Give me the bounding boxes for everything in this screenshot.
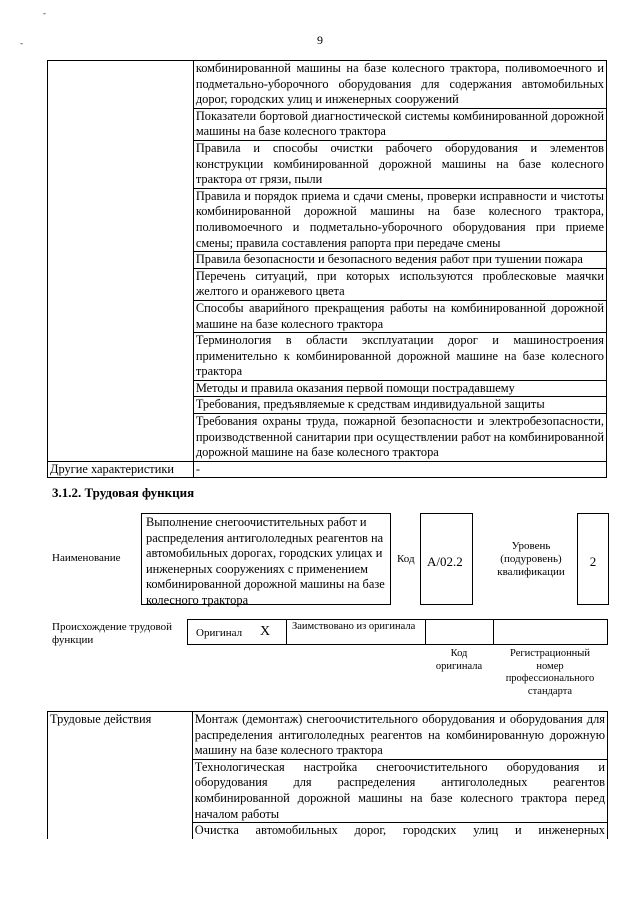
function-name-box xyxy=(141,513,391,605)
table-row xyxy=(48,712,608,760)
knowledge-item: Перечень ситуаций, при которых используются проблесковые маячки желтого и оранжевого цвета xyxy=(193,268,606,300)
table-row xyxy=(48,188,607,251)
action-item: Монтаж (демонтаж) снегоочистительного оборудования и оборудования для распределения антигололедных реагентов на комбинированную дорожную машину на базе колесного трактора xyxy=(192,712,607,760)
empty-cell xyxy=(48,823,193,839)
other-characteristics-label: Другие характеристики xyxy=(48,461,194,478)
knowledge-item: комбинированной машины на базе колесного трактора, поливомоечного и подметально-уборочного оборудования для содержания автомобильных дорог, городских улиц и инженерных сооружений xyxy=(193,61,606,109)
action-item: Очистка автомобильных дорог, городских улиц и инженерных xyxy=(192,823,607,839)
row-label xyxy=(48,333,194,381)
knowledge-item: Терминология в области эксплуатации дорог и машиностроения применительно к комбинированной дорожной машине на базе колесного трактора xyxy=(193,333,606,381)
level-box xyxy=(577,513,609,605)
table-row xyxy=(48,108,607,140)
code-box xyxy=(420,513,473,605)
empty-cell xyxy=(48,759,193,822)
knowledge-item: Показатели бортовой диагностической системы комбинированной дорожной машины на базе колесного трактора xyxy=(193,108,606,140)
knowledge-item: Способы аварийного прекращения работы на комбинированной дорожной машине на базе колесного трактора xyxy=(193,300,606,332)
row-label xyxy=(48,108,194,140)
row-label xyxy=(48,252,194,269)
row-label xyxy=(48,397,194,414)
knowledge-item: Методы и правила оказания первой помощи пострадавшему xyxy=(193,380,606,397)
row-label xyxy=(48,140,194,188)
actions-label: Трудовые действия xyxy=(48,712,193,760)
reg-caption: Регистрационный номер профессионального стандарта xyxy=(505,648,595,697)
section-title: 3.1.2. Трудовая функция xyxy=(52,485,195,500)
table-row xyxy=(48,268,607,300)
row-label xyxy=(48,268,194,300)
table-row xyxy=(48,61,607,109)
table-row xyxy=(48,461,607,478)
page-number: 9 xyxy=(317,33,323,47)
knowledge-item: Требования, предъявляемые к средствам индивидуальной защиты xyxy=(193,397,606,414)
other-characteristics-value: - xyxy=(193,461,606,478)
knowledge-table xyxy=(47,60,607,478)
knowledge-item: Правила и способы очистки рабочего оборудования и элементов конструкции комбинированной дорожной машины на базе колесного трактора от грязи, пыли xyxy=(193,140,606,188)
code-value: А/02.2 xyxy=(427,554,463,569)
table-row xyxy=(48,759,608,822)
knowledge-item: Правила и порядок приема и сдачи смены, проверки исправности и чистоты комбинированной дорожной машины на базе колесного трактора, поливомоечного и подметально-уборочного оборудования при приеме смены; правила составления рапорта при передаче смены xyxy=(193,188,606,251)
origin-row xyxy=(187,619,608,645)
level-value: 2 xyxy=(589,554,597,569)
level-label: Уровень (подуровень) квалификации xyxy=(497,540,565,578)
row-label xyxy=(48,380,194,397)
table-row xyxy=(48,380,607,397)
scan-mark: - xyxy=(43,8,46,18)
knowledge-item: Правила безопасности и безопасного ведения работ при тушении пожара xyxy=(193,252,606,269)
name-label: Наименование xyxy=(52,552,121,564)
origin-label: Происхождение трудовой функции xyxy=(52,621,173,646)
code-label: Код xyxy=(397,553,415,565)
table-row xyxy=(48,300,607,332)
row-label xyxy=(48,414,194,462)
borrowed-label: Заимствовано из оригинала xyxy=(292,621,416,632)
row-label xyxy=(48,300,194,332)
table-row xyxy=(48,333,607,381)
scan-mark: - xyxy=(20,38,23,48)
table-row xyxy=(48,397,607,414)
table-row xyxy=(48,823,608,839)
table-row xyxy=(48,252,607,269)
knowledge-item: Требования охраны труда, пожарной безопасности и электробезопасности, производственной санитарии при осуществлении работ на комбинированной дорожной машине на базе колесного трактора xyxy=(193,414,606,462)
actions-table xyxy=(47,711,608,839)
row-label xyxy=(48,61,194,109)
function-name-value: Выполнение снегоочистительных работ и распределения антигололедных реагентов на автомобильных дорогах, городских улицах и инженерных сооружениях с применением комбинированной дорожной машины на базе колесного трактора xyxy=(146,515,385,607)
table-row xyxy=(48,140,607,188)
code-caption: Код оригинала xyxy=(435,648,483,672)
original-mark: X xyxy=(260,624,271,639)
row-label xyxy=(48,188,194,251)
original-label: Оригинал xyxy=(196,627,243,639)
action-item: Технологическая настройка снегоочистительного оборудования и оборудования для распределения антигололедных реагентов комбинированной дорожной машины на базе колесного трактора перед началом работы xyxy=(192,759,607,822)
table-row xyxy=(48,414,607,462)
